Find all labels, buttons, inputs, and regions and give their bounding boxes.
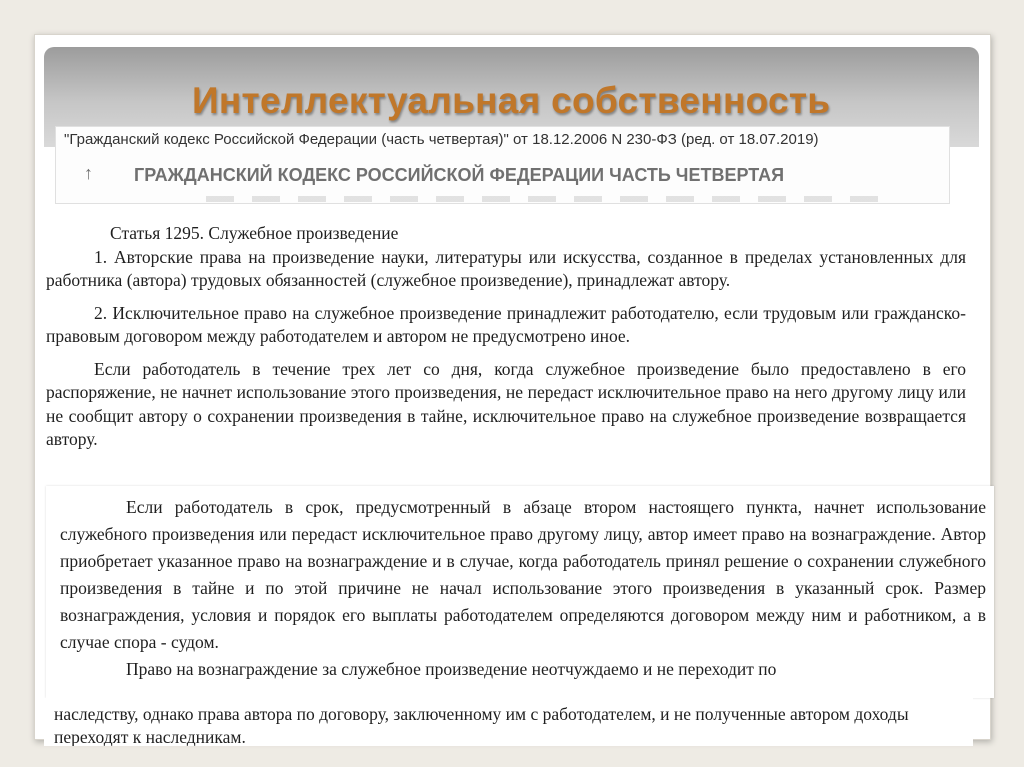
slide-title: Интеллектуальная собственность bbox=[192, 80, 831, 121]
continuation-excerpt bbox=[46, 486, 994, 698]
article-heading bbox=[110, 222, 966, 246]
arrow-up-icon: ↑ bbox=[84, 163, 93, 183]
source-reference: "Гражданский кодекс Российской Федерации (часть четвертая)" от 18.12.2006 N 230-ФЗ (ред. от 18.07.2019) bbox=[64, 131, 819, 148]
continuation-paragraph-1: Если работодатель в срок, предусмотренный в абзаце втором настоящего пункта, начнет использование служебного произведения или передаст исключительное право другому лицу, автор имеет право на вознаграждение. Автор приобретает указанное право на вознаграждение и в случае, когда работодатель принял решение о сохранении служебного произведения в тайне и по этой причине не начал использование этого произведения в указанный срок. Размер вознаграждения, условия и порядок его выплаты работодателем определяются договором между ним и работником, а в случае спора - судом. bbox=[60, 497, 986, 652]
article-name: Служебное произведение bbox=[208, 223, 399, 243]
continuation-paragraph-2: Право на вознаграждение за служебное произведение неотчуждаемо и не переходит по bbox=[126, 659, 777, 679]
continuation-tail bbox=[44, 698, 973, 746]
article-paragraph-1: 1. Авторские права на произведение науки, литературы или искусства, созданное в пределах установленных для работника (автора) трудовых обязанностей (служебное произведение), принадлежат автору. bbox=[46, 246, 966, 290]
article-excerpt bbox=[44, 208, 980, 490]
scan-artifact bbox=[206, 196, 896, 202]
source-heading bbox=[84, 163, 785, 186]
source-screenshot bbox=[55, 126, 950, 204]
article-paragraph-3: Если работодатель в течение трех лет со дня, когда служебное произведение было предоставлено в его распоряжение, не начнет использование этого произведения, не передаст исключительное право на него другому лицу или не сообщит автору о сохранении произведения в тайне, исключительное право на служебное произведение возвращается автору. bbox=[46, 358, 966, 449]
continuation-paragraph-3: наследству, однако права автора по договору, заключенному им с работодателем, и не полученные автором доходы переходят к наследникам. bbox=[54, 704, 909, 746]
article-number: Статья 1295. bbox=[110, 223, 205, 243]
article-paragraph-2: 2. Исключительное право на служебное произведение принадлежит работодателю, если трудовым или гражданско-правовым договором между работодателем и автором не предусмотрено иное. bbox=[46, 302, 966, 346]
source-heading-text: ГРАЖДАНСКИЙ КОДЕКС РОССИЙСКОЙ ФЕДЕРАЦИИ ЧАСТЬ ЧЕТВЕРТАЯ bbox=[134, 165, 785, 185]
